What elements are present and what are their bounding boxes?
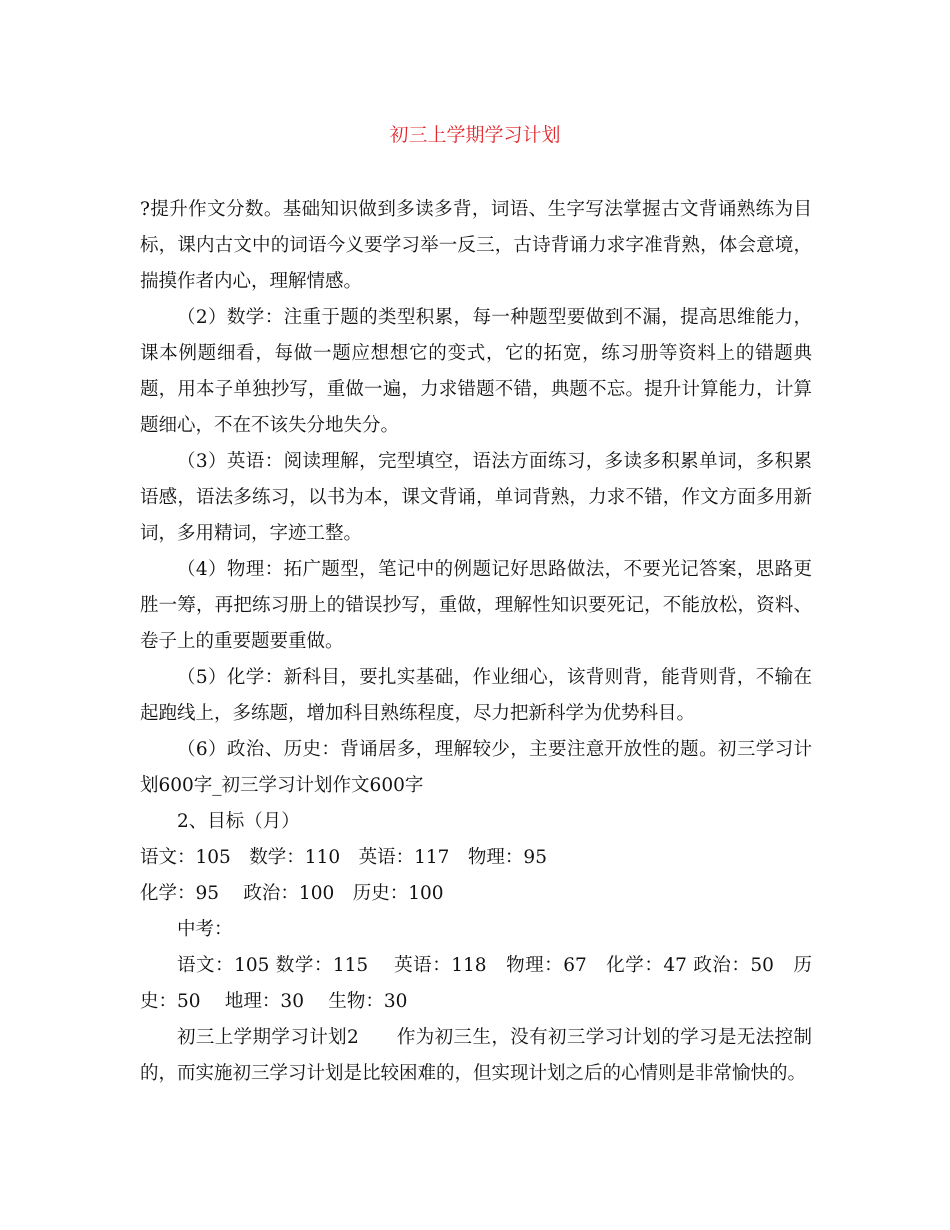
paragraph-english: （3）英语：阅读理解，完型填空，语法方面练习，多读多积累单词，多积累语感，语法多练习，以书为本，课文背诵，单词背熟，力求不错，作文方面多用新词，多用精词，字迹工整。 — [140, 451, 812, 544]
paragraph-chinese-continued: ?提升作文分数。基础知识做到多读多背，词语、生字写法掌握古文背诵熟练为目标，课内古文中的词语今义要学习举一反三，古诗背诵力求字准背熟，体会意境，揣摸作者内心，理解情感。 — [140, 199, 812, 292]
document-title: 初三上学期学习计划 — [389, 124, 561, 146]
paragraph-physics: （4）物理：拓广题型，笔记中的例题记好思路做法，不要光记答案，思路更胜一筹，再把练习册上的错误抄写，重做，理解性知识要死记，不能放松，资料、卷子上的重要题要重做。 — [140, 559, 812, 652]
paragraph-chemistry: （5）化学：新科目，要扎实基础，作业细心，该背则背，能背则背，不输在起跑线上，多练题，增加科目熟练程度，尽力把新科学为优势科目。 — [140, 667, 812, 724]
exam-heading: 中考： — [177, 919, 233, 940]
exam-goals: 语文：105 数学：115 英语：118 物理：67 化学：47 政治：50 历史：50 地理：30 生物：30 — [140, 955, 812, 1012]
monthly-goals-line-2: 化学：95 政治：100 历史：100 — [140, 883, 444, 904]
paragraph-math: （2）数学：注重于题的类型积累，每一种题型要做到不漏，提高思维能力，课本例题细看，每做一题应想想它的变式，它的拓宽，练习册等资料上的错题典题，用本子单独抄写，重做一遍，力求错题不错，典题不忘。提升计算能力，计算题细心，不在不该失分地失分。 — [140, 307, 812, 436]
monthly-goals-line-1: 语文：105 数学：110 英语：117 物理：95 — [140, 847, 547, 868]
paragraph-plan-2-intro: 初三上学期学习计划2 作为初三生，没有初三学习计划的学习是无法控制的，而实施初三学习计划是比较困难的，但实现计划之后的心情则是非常愉快的。 — [140, 1027, 812, 1084]
paragraph-politics-history: （6）政治、历史：背诵居多，理解较少，主要注意开放性的题。初三学习计划600字_初三学习计划作文600字 — [140, 739, 812, 796]
document-body — [140, 192, 812, 1092]
section-heading-goals: 2、目标（月） — [177, 811, 300, 832]
